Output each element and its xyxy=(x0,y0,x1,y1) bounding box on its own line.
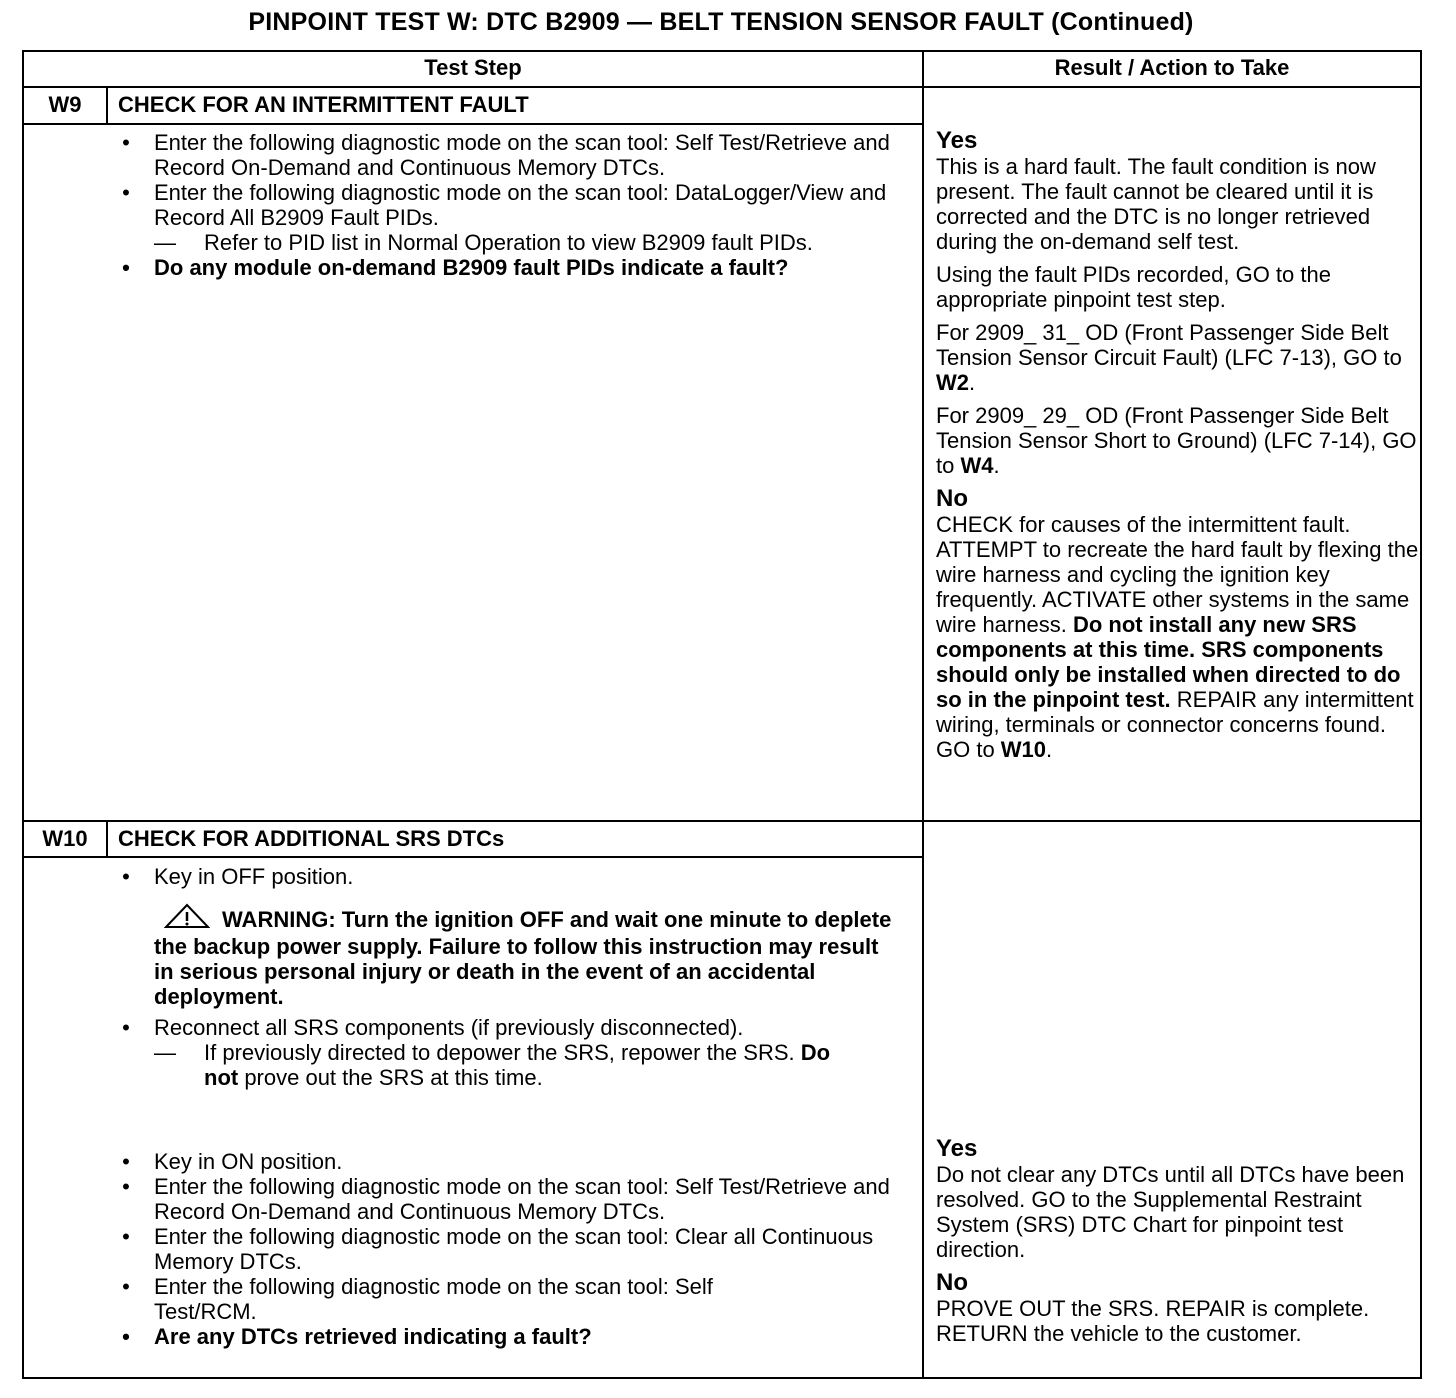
w10-step-title: CHECK FOR ADDITIONAL SRS DTCs xyxy=(118,826,505,851)
w10-sub-item xyxy=(116,1040,896,1090)
w9-question xyxy=(116,255,896,280)
bullet-icon: • xyxy=(122,130,130,155)
goto-w10-link[interactable]: W10 xyxy=(1000,737,1047,762)
w9-no-text-1: CHECK for causes of the intermittent fault. ATTEMPT to recreate the hard fault by flexing the wire harness and cycling the ignition key frequently. ACTIVATE other systems in the same wire harness. xyxy=(936,512,1419,637)
warning-triangle-icon xyxy=(164,903,210,934)
bullet-icon: • xyxy=(122,1174,130,1199)
w9-yes-label: Yes xyxy=(936,127,978,154)
goto-w4-link[interactable]: W4 xyxy=(960,453,994,478)
w9-no-bold-text: Do not install any new SRS components at this time. SRS components should only be installed when directed to do so in the pinpoint test. xyxy=(936,612,1401,712)
w9-bullet-1-text: Enter the following diagnostic mode on the scan tool: Self Test/Retrieve and Record On-Demand and Continuous Memory DTCs. xyxy=(154,130,890,180)
w10-step-id: W10 xyxy=(42,826,88,851)
w9-yes-paragraph-3: For 2909_ 31_ OD (Front Passenger Side Belt Tension Sensor Circuit Fault) (LFC 7-13), GO to W2. xyxy=(936,320,1402,395)
w10-bullet-1 xyxy=(116,864,896,889)
w9-bullet-2 xyxy=(116,180,896,230)
w9-bullet-1 xyxy=(116,130,896,180)
w10-result xyxy=(936,1136,1420,1354)
w10-step-body-bottom xyxy=(116,1149,896,1349)
w9-sub-item xyxy=(116,230,896,255)
w9-title-divider xyxy=(24,123,922,125)
w10-sub-item-bold: Do not xyxy=(204,1040,831,1090)
w10-bullet-3 xyxy=(116,1149,896,1174)
step-divider xyxy=(24,820,1420,822)
w9-no-text-2: REPAIR any intermittent wiring, terminals or connector concerns found. GO to xyxy=(936,687,1414,762)
bullet-icon: • xyxy=(122,864,130,889)
bullet-icon: • xyxy=(122,255,130,280)
dash-icon: — xyxy=(154,1040,176,1065)
w10-bullet-2 xyxy=(116,1015,896,1040)
w9-no-label: No xyxy=(936,485,968,512)
w10-bullet-6 xyxy=(116,1274,896,1324)
w9-id-divider xyxy=(106,88,108,123)
w10-sub-item-text-2: prove out the SRS at this time. xyxy=(238,1065,543,1090)
page-title: PINPOINT TEST W: DTC B2909 — BELT TENSION SENSOR FAULT (Continued) xyxy=(248,8,1194,36)
w10-no-label: No xyxy=(936,1269,968,1296)
bullet-icon: • xyxy=(122,1224,130,1249)
w10-id-divider xyxy=(106,822,108,856)
dash-icon: — xyxy=(154,230,176,255)
pinpoint-test-table xyxy=(22,50,1422,1379)
w9-bullet-2-text: Enter the following diagnostic mode on the scan tool: DataLogger/View and Record All B2909 Fault PIDs. xyxy=(154,180,887,230)
w9-yes-paragraph-4: For 2909_ 29_ OD (Front Passenger Side Belt Tension Sensor Short to Ground) (LFC 7-14), GO to W4. xyxy=(936,403,1417,478)
w9-yes-paragraph-4-text: For 2909_ 29_ OD (Front Passenger Side Belt Tension Sensor Short to Ground) (LFC 7-14), GO to xyxy=(936,403,1417,478)
w10-warning-text: WARNING: Turn the ignition OFF and wait one minute to deplete the backup power supply. Failure to follow this instruction may result in serious personal injury or death in the event of an accidental deployment. xyxy=(154,907,892,1009)
w9-result xyxy=(936,128,1420,770)
column-header-result: Result / Action to Take xyxy=(1054,55,1290,80)
w10-no-paragraph: PROVE OUT the SRS. REPAIR is complete. RETURN the vehicle to the customer. xyxy=(936,1296,1370,1346)
w9-yes-paragraph-2: Using the fault PIDs recorded, GO to the appropriate pinpoint test step. xyxy=(936,262,1331,312)
w10-bullet-4 xyxy=(116,1174,896,1224)
w9-step-id: W9 xyxy=(48,92,82,117)
bullet-icon: • xyxy=(122,1015,130,1040)
w10-bullet-1-text: Key in OFF position. xyxy=(154,864,354,889)
w10-title-divider xyxy=(24,856,922,858)
w10-question-text: Are any DTCs retrieved indicating a fault? xyxy=(154,1324,592,1349)
w10-bullet-5-text: Enter the following diagnostic mode on the scan tool: Clear all Continuous Memory DTCs. xyxy=(154,1224,874,1274)
bullet-icon: • xyxy=(122,1149,130,1174)
w10-yes-paragraph: Do not clear any DTCs until all DTCs have been resolved. GO to the Supplemental Restraint System (SRS) DTC Chart for pinpoint test direction. xyxy=(936,1162,1405,1262)
w9-yes-paragraph-3-text: For 2909_ 31_ OD (Front Passenger Side Belt Tension Sensor Circuit Fault) (LFC 7-13), GO to xyxy=(936,320,1402,370)
bullet-icon: • xyxy=(122,180,130,205)
column-header-test-step: Test Step xyxy=(424,55,522,80)
w9-yes-paragraph-1: This is a hard fault. The fault condition is now present. The fault cannot be cleared until it is corrected and the DTC is no longer retrieved during the on-demand self test. xyxy=(936,154,1376,254)
column-divider xyxy=(922,52,924,1377)
w10-question xyxy=(116,1324,896,1349)
bullet-icon: • xyxy=(122,1324,130,1349)
w9-no-paragraph: CHECK for causes of the intermittent fault. ATTEMPT to recreate the hard fault by flexing the wire harness and cycling the ignition key frequently. ACTIVATE other systems in the same wire harness. Do not install any new SRS components at this time. SRS components should only be installed when directed to do so in the pinpoint test. REPAIR any intermittent wiring, terminals or connector concerns found. GO to W10. xyxy=(936,512,1419,762)
w10-step-body-top xyxy=(116,864,896,1090)
bullet-icon: • xyxy=(122,1274,130,1299)
w10-yes-label: Yes xyxy=(936,1135,978,1162)
header-divider xyxy=(24,86,1420,88)
w10-bullet-3-text: Key in ON position. xyxy=(154,1149,343,1174)
w9-step-body xyxy=(116,130,896,280)
w10-bullet-2-text: Reconnect all SRS components (if previously disconnected). xyxy=(154,1015,744,1040)
w10-bullet-5 xyxy=(116,1224,896,1274)
w9-step-title: CHECK FOR AN INTERMITTENT FAULT xyxy=(118,92,529,117)
w10-sub-item-text: If previously directed to depower the SRS, repower the SRS. xyxy=(204,1040,801,1065)
goto-w2-link[interactable]: W2 xyxy=(936,370,969,395)
w10-warning xyxy=(116,903,896,1009)
w10-bullet-6-text: Enter the following diagnostic mode on the scan tool: Self Test/RCM. xyxy=(154,1274,713,1324)
w10-bullet-4-text: Enter the following diagnostic mode on the scan tool: Self Test/Retrieve and Record On-Demand and Continuous Memory DTCs. xyxy=(154,1174,890,1224)
w9-sub-item-text: Refer to PID list in Normal Operation to view B2909 fault PIDs. xyxy=(204,230,813,255)
w9-question-text: Do any module on-demand B2909 fault PIDs indicate a fault? xyxy=(154,255,789,280)
